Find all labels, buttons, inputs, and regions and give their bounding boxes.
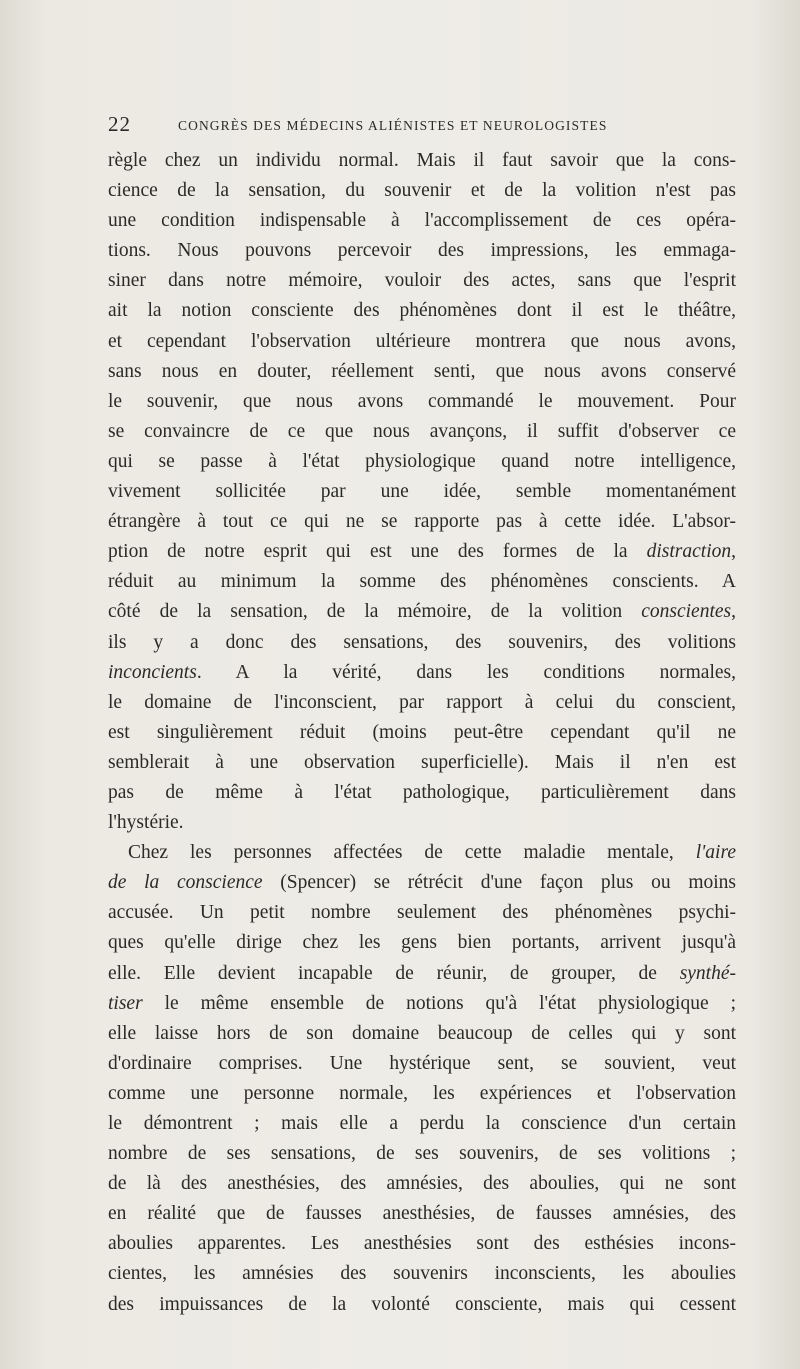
text-line [108,597,736,627]
text-run: ption de notre esprit qui est une des formes de la [108,541,647,563]
text-line [108,868,736,898]
text-line: une condition indispensable à l'accomplissement de ces opéra- [108,210,736,232]
text-run: le même ensemble de notions qu'à l'état physiologique ; [142,992,736,1014]
text-line [108,658,736,688]
text-line: d'ordinaire comprises. Une hystérique sent, se souvient, veut [108,1052,736,1074]
text-line: cience de la sensation, du souvenir et de la volition n'est pas [108,180,736,202]
italic-term: inconcients [108,661,197,683]
text-line: des impuissances de la volonté consciente, mais qui cessent [108,1293,736,1315]
text-line: qui se passe à l'état physiologique quand notre intelligence, [108,450,736,472]
page-number: 22 [108,112,131,136]
body-text [108,146,736,1320]
text-line: étrangère à tout ce qui ne se rapporte pas à cette idée. L'absor- [108,511,736,533]
italic-term: conscientes [641,601,732,623]
text-line: vivement sollicitée par une idée, semble momentanément [108,481,736,503]
text-line: sans nous en douter, réellement senti, que nous avons conservé [108,360,736,382]
italic-term: l'aire [695,842,736,864]
italic-term: synthé- [679,962,736,984]
text-line: réduit au minimum la somme des phénomènes conscients. A [108,571,736,593]
text-line: et cependant l'observation ultérieure montrera que nous avons, [108,330,736,352]
text-line: l'hystérie. [108,812,184,834]
text-line: nombre de ses sensations, de ses souvenirs, de ses volitions ; [108,1143,736,1165]
text-run: elle. Elle devient incapable de réunir, de grouper, de [108,962,680,984]
text-run: Chez les personnes affectées de cette maladie mentale, [128,842,696,864]
text-line: semblerait à une observation superficielle). Mais il n'en est [108,751,736,773]
text-line: accusée. Un petit nombre seulement des phénomènes psychi- [108,902,736,924]
text-line: ques qu'elle dirige chez les gens bien portants, arrivent jusqu'à [108,932,736,954]
text-run: , [731,541,736,563]
text-line [108,959,736,989]
italic-term: tiser [108,992,143,1014]
text-line: est singulièrement réduit (moins peut-être cependant qu'il ne [108,721,736,743]
text-line [108,989,736,1019]
text-line: aboulies apparentes. Les anesthésies sont des esthésies incons- [108,1233,736,1255]
text-line: ils y a donc des sensations, des souvenirs, des volitions [108,631,736,653]
text-line: le démontrent ; mais elle a perdu la conscience d'un certain [108,1113,736,1134]
text-line: elle laisse hors de son domaine beaucoup de celles qui y sont [108,1022,736,1044]
text-run: côté de la sensation, de la mémoire, de la volition [108,601,642,623]
text-line [108,537,736,567]
italic-term: distraction [646,541,732,563]
text-line: règle chez un individu normal. Mais il faut savoir que la cons- [108,150,736,171]
text-line [108,838,736,868]
text-line: le souvenir, que nous avons commandé le mouvement. Pour [108,390,736,412]
text-line: se convaincre de ce que nous avançons, il suffit d'observer ce [108,420,736,442]
running-title: CONGRÈS DES MÉDECINS ALIÉNISTES ET NEUROLOGISTES [178,118,608,133]
text-line: en réalité que de fausses anesthésies, de fausses amnésies, des [108,1203,736,1225]
text-run: (Spencer) se rétrécit d'une façon plus ou moins [262,872,736,894]
text-run: , [731,601,736,623]
text-line: ait la notion consciente des phénomènes dont il est le théâtre, [108,300,736,322]
text-line: le domaine de l'inconscient, par rapport à celui du conscient, [108,691,736,713]
text-line: pas de même à l'état pathologique, particulièrement dans [108,781,736,803]
text-line: tions. Nous pouvons percevoir des impressions, les emmaga- [108,240,736,262]
text-line: siner dans notre mémoire, vouloir des actes, sans que l'esprit [108,270,736,292]
text-line: de là des anesthésies, des amnésies, des aboulies, qui ne sont [108,1173,736,1195]
text-run: . A la vérité, dans les conditions normales, [196,661,736,683]
text-line: cientes, les amnésies des souvenirs inconscients, les aboulies [108,1263,736,1285]
page-header [108,112,736,140]
italic-term: de la conscience [108,872,263,894]
text-line: comme une personne normale, les expériences et l'observation [108,1082,736,1104]
